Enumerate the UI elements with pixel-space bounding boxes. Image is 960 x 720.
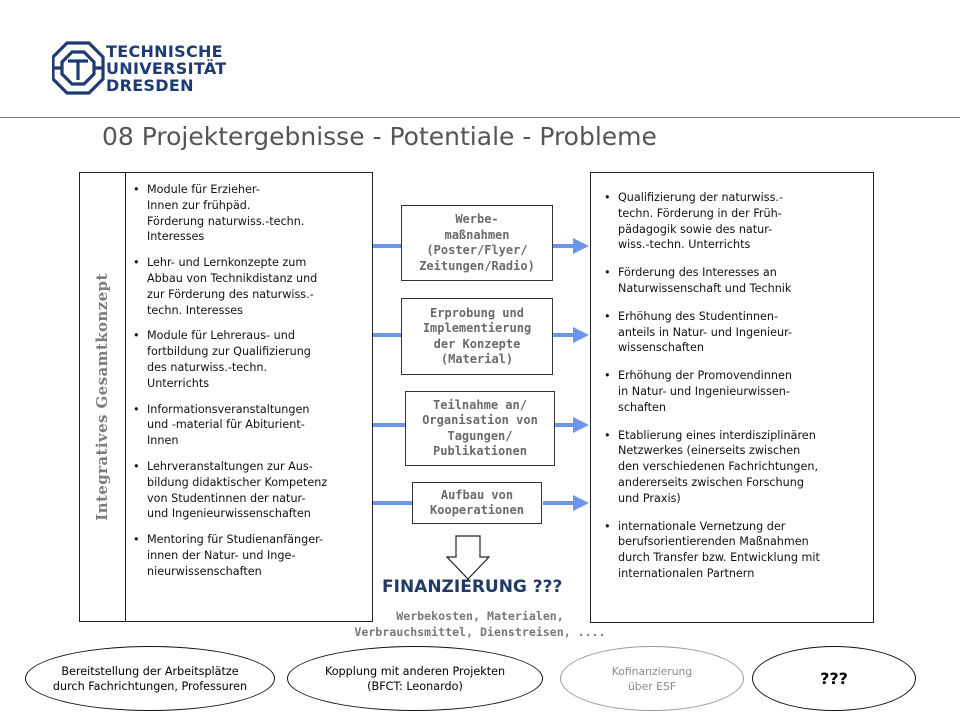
university-name <box>106 43 226 94</box>
cofinancing-oval <box>560 646 744 711</box>
list-item <box>133 459 369 522</box>
workplaces-oval <box>25 646 275 711</box>
list-item-text: Etablierung eines interdisziplinären Netzwerkes (einerseits zwischen den verschiedenen Fachrichtungen, andererseits zwischen Forschung und Praxis) <box>618 428 819 505</box>
list-item-text: Förderung des Interesses an Naturwissenschaft und Technik <box>618 266 792 295</box>
testing-implementation-text: Erprobung und Implementierung der Konzepte (Material) <box>422 305 532 366</box>
list-item <box>133 328 369 391</box>
conferences-text: Teilnahme an/ Organisation von Tagungen/ Publikationen <box>422 397 538 458</box>
list-item <box>133 402 369 449</box>
list-item <box>133 255 369 318</box>
list-item <box>133 182 369 245</box>
list-item <box>604 519 869 582</box>
left-panel-divider <box>125 172 126 622</box>
list-item-text: Erhöhung der Promovendinnen in Natur- und Ingenieurwissen- schaften <box>618 369 792 414</box>
list-item-text: Lehr- und Lernkonzepte zum Abbau von Technikdistanz und zur Förderung des naturwiss.- techn. Interesses <box>147 256 318 317</box>
logo-line-3: DRESDEN <box>106 76 194 95</box>
funding-title: FINANZIERUNG ??? <box>382 577 563 597</box>
unknown-text: ??? <box>820 669 848 688</box>
list-item-text: Module für Lehreraus- und fortbildung zur Qualifizierung des naturwiss.-techn. Unterrichts <box>147 329 311 390</box>
logo-line-2: UNIVERSITÄT <box>106 59 227 78</box>
list-item <box>604 190 869 253</box>
header-divider <box>0 117 960 118</box>
logo-line-1: TECHNISCHE <box>106 42 223 61</box>
list-item <box>604 309 869 356</box>
conferences-box <box>405 391 555 466</box>
cooperations-text: Aufbau von Kooperationen <box>430 487 524 517</box>
integrative-concept-label: Integratives Gesamtkonzept <box>93 273 111 521</box>
list-item-text: Mentoring für Studienanfänger- innen der Natur- und Inge- nieurwissenschaften <box>147 533 323 578</box>
funding-subtitle: Werbekosten, Materialen, Verbrauchsmittel, Dienstreisen, .... <box>354 609 606 639</box>
list-item-text: internationale Vernetzung der berufsorientierenden Maßnahmen durch Transfer bzw. Entwicklung mit internationalen Partnern <box>618 519 820 580</box>
left-item-list <box>133 182 369 590</box>
testing-implementation-box <box>401 298 553 375</box>
right-item-list <box>604 190 869 594</box>
advertising-measures-text: Werbe- maßnahmen (Poster/Flyer/ Zeitungen/Radio) <box>419 212 535 273</box>
list-item-text: Erhöhung des Studentinnen- anteils in Natur- und Ingenieur- wissenschaften <box>618 309 793 355</box>
arrow-down-icon <box>446 535 492 581</box>
coupling-projects-text: Kopplung mit anderen Projekten (BFCT: Leonardo) <box>324 664 506 693</box>
list-item <box>604 428 869 507</box>
list-item <box>133 532 369 579</box>
list-item-text: Qualifizierung der naturwiss.- techn. Förderung in der Früh- pädagogik sowie des natur- wiss.-techn. Unterrichts <box>618 191 783 252</box>
cofinancing-text: Kofinanzierung über ESF <box>611 664 693 693</box>
list-item-text: Module für Erzieher- Innen zur frühpäd. Förderung naturwiss.-techn. Interesses <box>147 183 305 244</box>
unknown-oval <box>752 646 916 711</box>
list-item-text: Informationsveranstaltungen und -material für Abiturient- Innen <box>147 402 310 448</box>
list-item <box>604 368 869 415</box>
list-item-text: Lehrveranstaltungen zur Aus- bildung didaktischer Kompetenz von Studentinnen der natur- und Ingenieurwissenschaften <box>147 459 328 521</box>
list-item <box>604 265 869 297</box>
advertising-measures-box <box>401 205 553 281</box>
cooperations-box <box>412 482 542 524</box>
coupling-projects-oval <box>287 646 543 711</box>
slide-title: 08 Projektergebnisse - Potentiale - Probleme <box>102 122 657 151</box>
workplaces-text: Bereitstellung der Arbeitsplätze durch Fachrichtungen, Professuren <box>52 664 248 693</box>
